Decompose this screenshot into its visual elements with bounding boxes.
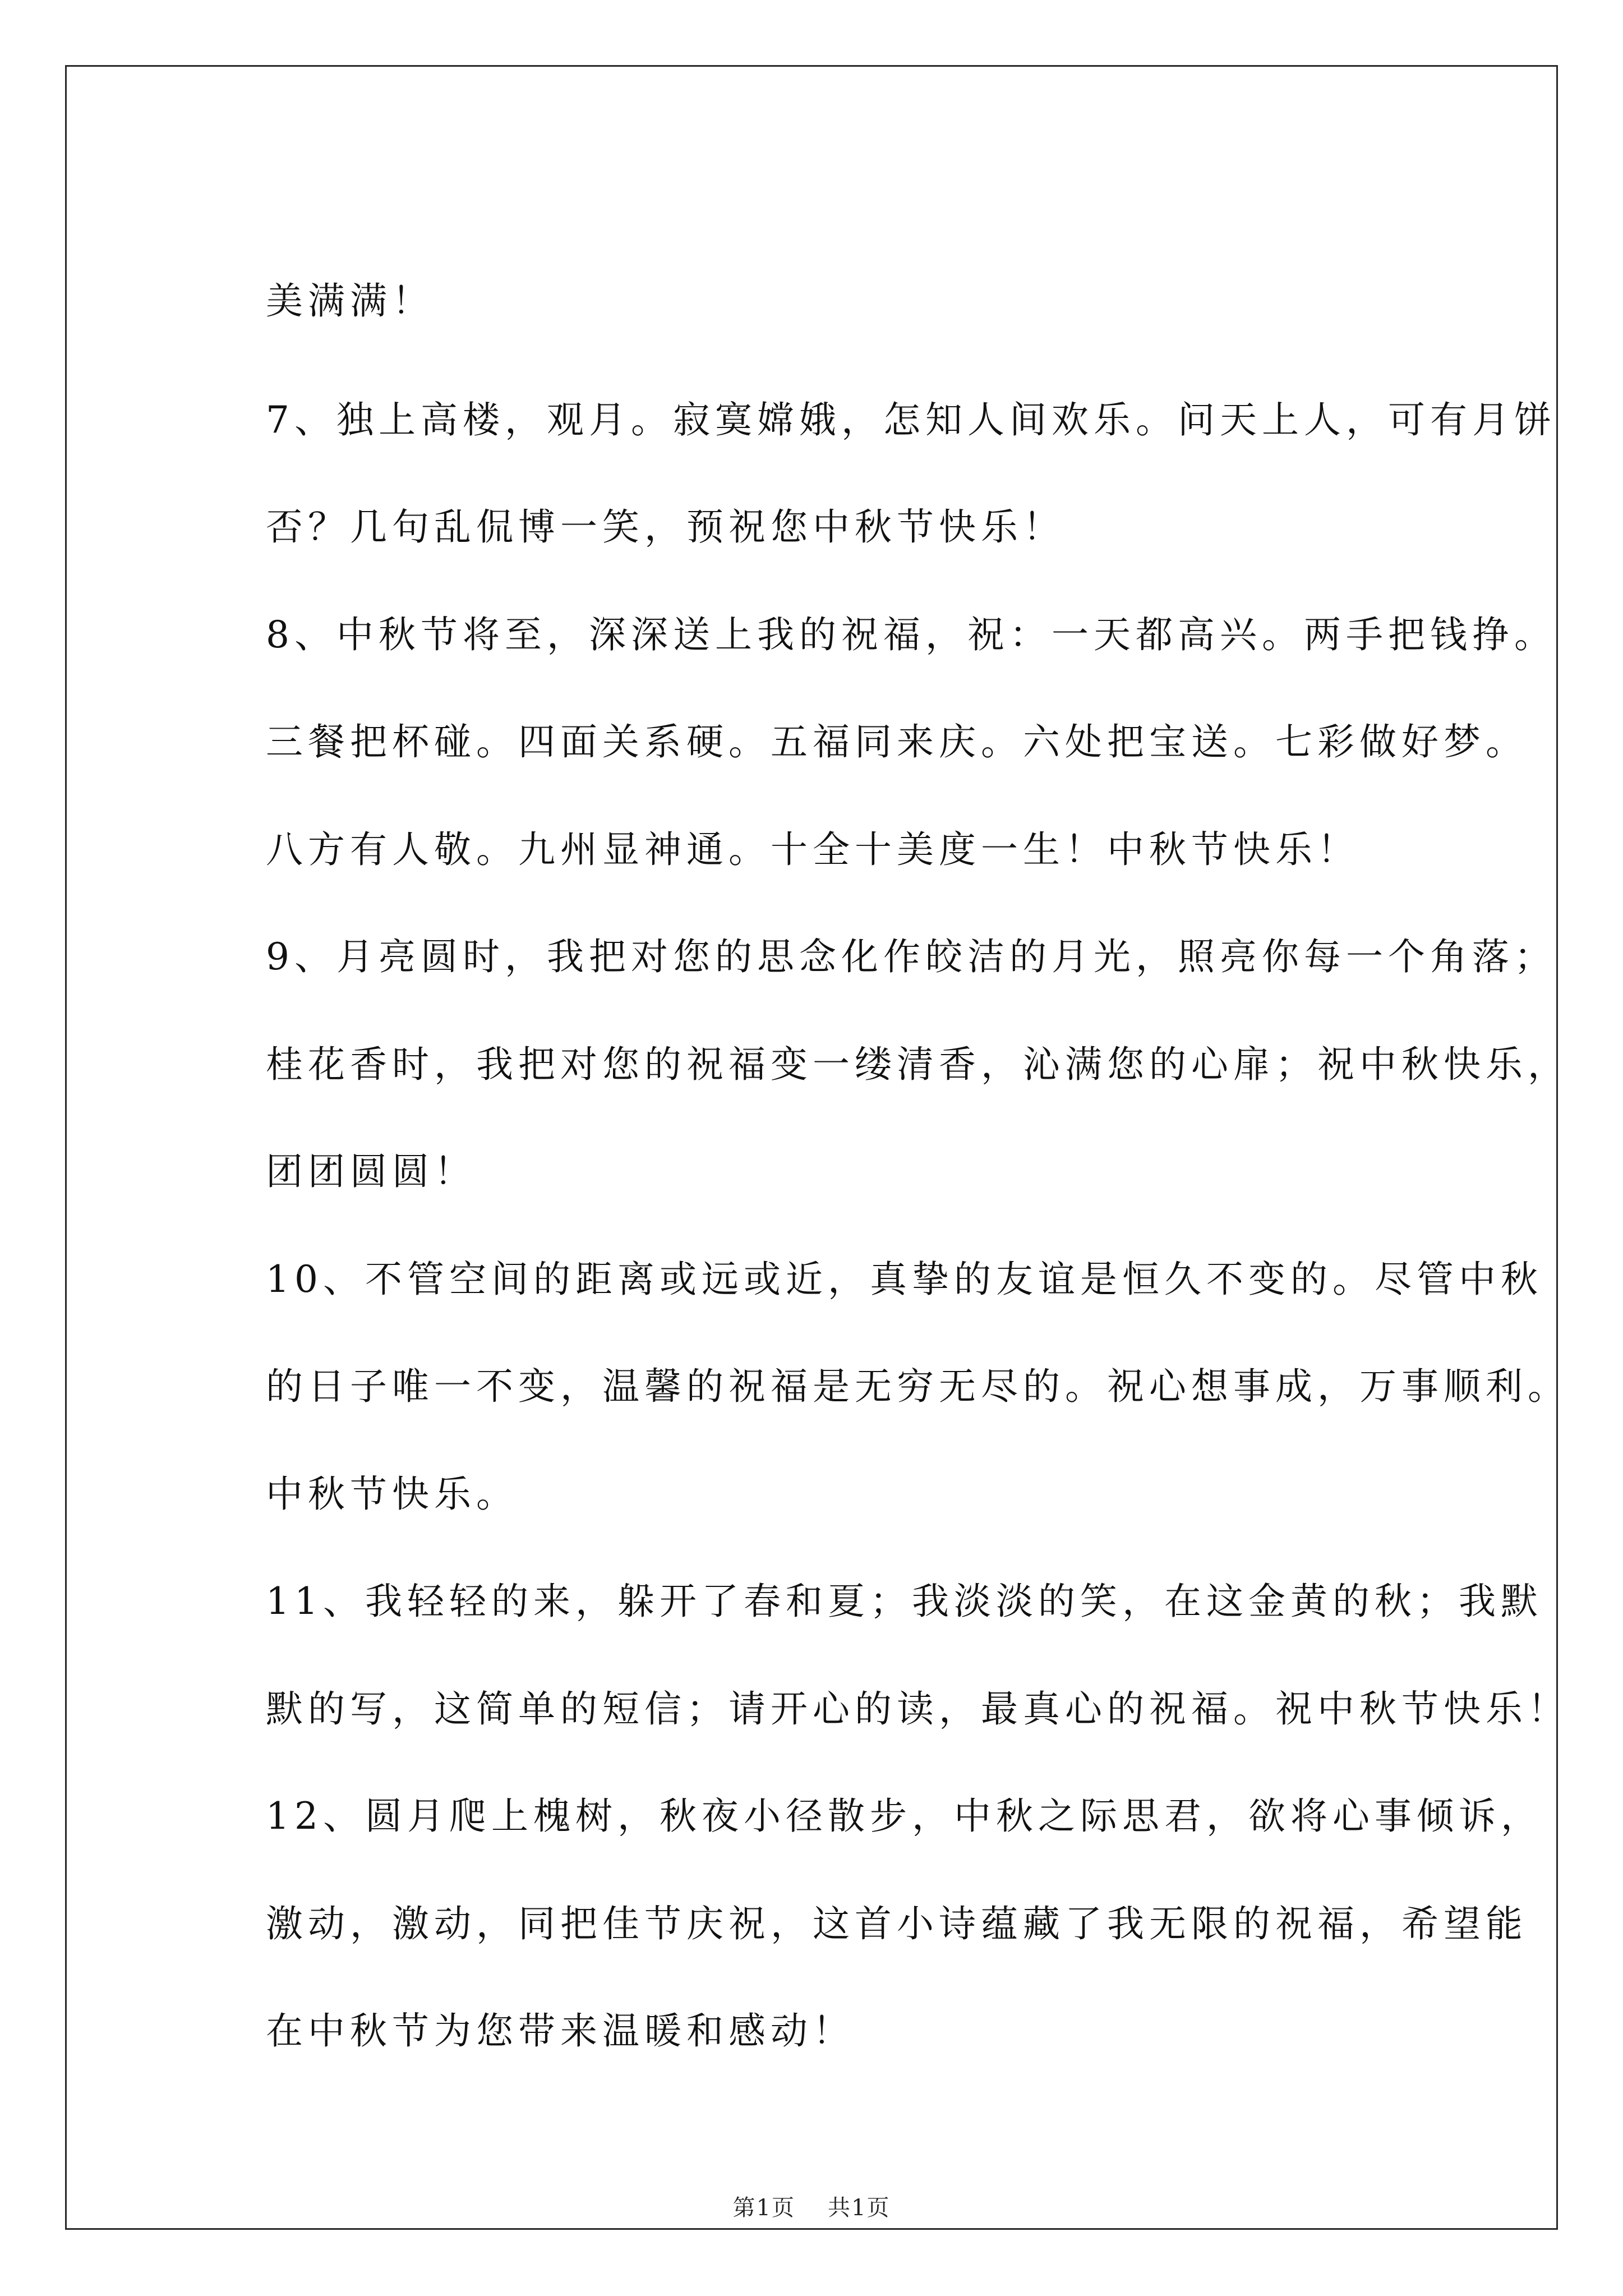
page-frame <box>65 65 1570 2230</box>
text-line: 否？几句乱侃博一笑，预祝您中秋节快乐！ <box>266 505 1065 549</box>
text-line: 9、月亮圆时，我把对您的思念化作皎洁的月光，照亮你每一个角落； <box>266 935 1556 978</box>
page-footer <box>67 2191 1556 2225</box>
text-line: 在中秋节为您带来温暖和感动！ <box>266 2009 855 2053</box>
text-line: 桂花香时，我把对您的祝福变一缕清香，沁满您的心扉；祝中秋快乐， <box>266 1043 1570 1086</box>
text-line: 8、中秋节将至，深深送上我的祝福，祝：一天都高兴。两手把钱挣。 <box>266 613 1556 656</box>
text-line: 12、圆月爬上槐树，秋夜小径散步，中秋之际思君，欲将心事倾诉， <box>266 1795 1543 1838</box>
text-line: 7、独上高楼，观月。寂寞嫦娥，怎知人间欢乐。问天上人，可有月饼 <box>266 398 1556 441</box>
text-line: 的日子唯一不变，温馨的祝福是无穷无尽的。祝心想事成，万事顺利。 <box>266 1365 1570 1408</box>
text-line: 11、我轻轻的来，躲开了春和夏；我淡淡的笑，在这金黄的秋；我默 <box>266 1580 1543 1623</box>
page-total: 共1页 <box>828 2195 891 2221</box>
text-line: 默的写，这简单的短信；请开心的读，最真心的祝福。祝中秋节快乐！ <box>266 1687 1570 1731</box>
document-body <box>67 67 1570 2228</box>
text-line: 三餐把杯碰。四面关系硬。五福同来庆。六处把宝送。七彩做好梦。 <box>266 720 1528 763</box>
text-line: 激动，激动，同把佳节庆祝，这首小诗蕴藏了我无限的祝福，希望能 <box>266 1902 1528 1945</box>
text-line: 八方有人敬。九州显神通。十全十美度一生！中秋节快乐！ <box>266 828 1359 871</box>
page-number: 第1页 <box>732 2195 795 2221</box>
text-line: 10、不管空间的距离或远或近，真挚的友谊是恒久不变的。尽管中秋 <box>266 1258 1543 1301</box>
text-line: 美满满！ <box>266 279 434 323</box>
text-line: 中秋节快乐。 <box>266 1473 518 1516</box>
text-line: 团团圆圆！ <box>266 1150 476 1193</box>
